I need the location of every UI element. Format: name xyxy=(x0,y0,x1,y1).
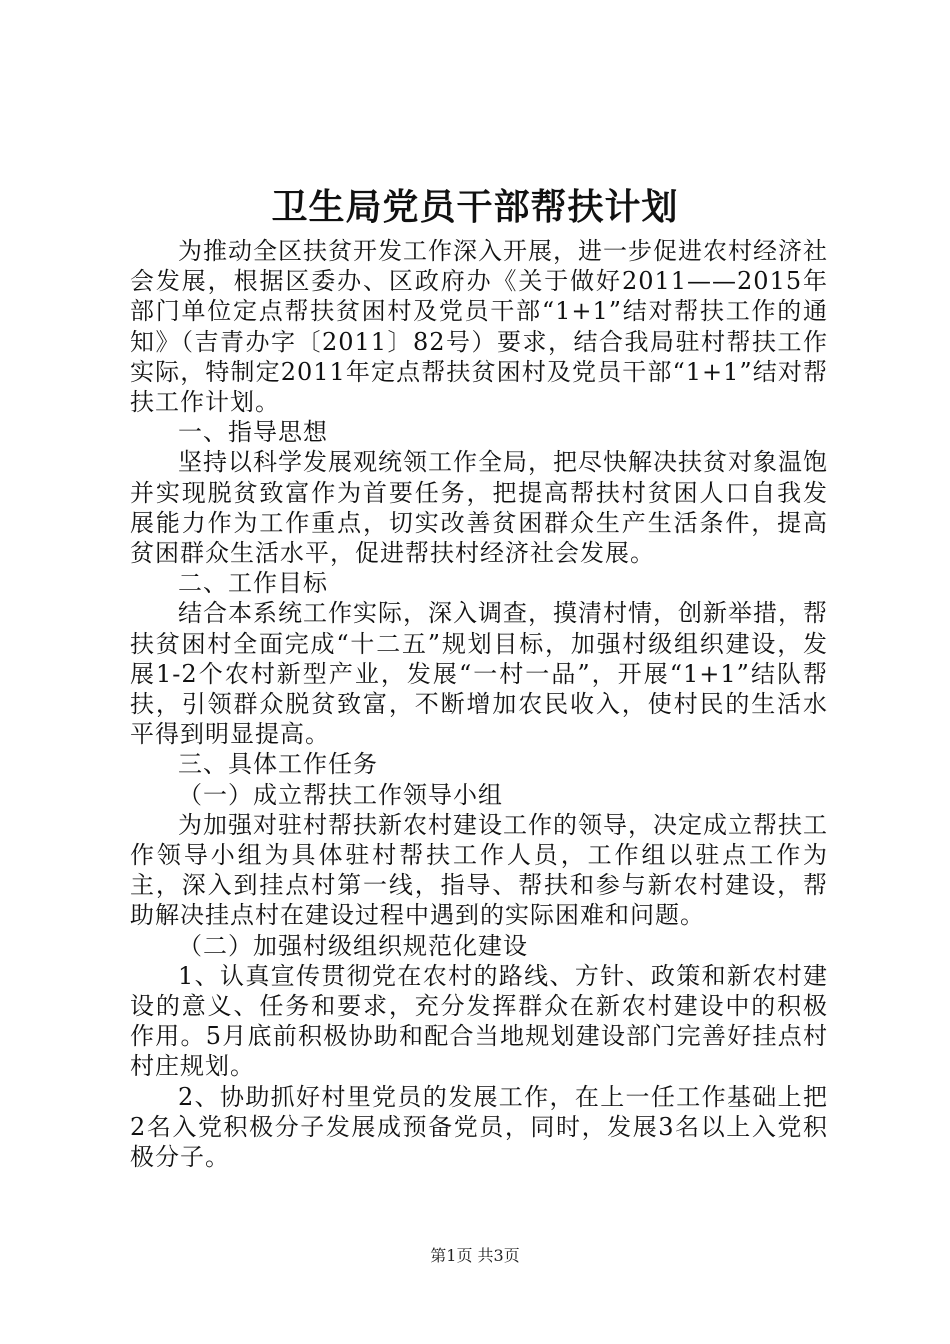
subheading-village-organization: （二）加强村级组织规范化建设 xyxy=(178,931,528,960)
paragraph-item-1: 1、认真宣传贯彻党在农村的路线、方针、政策和新农村建设的意义、任务和要求，充分发挥群众在新农村建设中的积极作用。5月底前积极协助和配合当地规划建设部门完善好挂点村村庄规划。 xyxy=(130,961,828,1081)
paragraph-guiding-ideology: 坚持以科学发展观统领工作全局，把尽快解决扶贫对象温饱并实现脱贫致富作为首要任务，把提高帮扶村贫困人口自我发展能力作为工作重点，切实改善贫困群众生产生活条件，提高贫困群众生活水平，促进帮扶村经济社会发展。 xyxy=(130,448,828,568)
paragraph-work-goals: 结合本系统工作实际，深入调查，摸清村情，创新举措，帮扶贫困村全面完成“十二五”规划目标，加强村级组织建设，发展1-2个农村新型产业，发展“一村一品”，开展“1+1”结队帮扶，引领群众脱贫致富，不断增加农民收入，使村民的生活水平得到明显提高。 xyxy=(130,599,828,749)
heading-work-goals: 二、工作目标 xyxy=(178,569,328,598)
page-footer: 第1页 共3页 xyxy=(430,1246,520,1265)
paragraph-intro: 为推动全区扶贫开发工作深入开展，进一步促进农村经济社会发展，根据区委办、区政府办《关于做好2011——2015年部门单位定点帮扶贫困村及党员干部“1+1”结对帮扶工作的通知》（吉青办字〔2011〕82号）要求，结合我局驻村帮扶工作实际，特制定2011年定点帮扶贫困村及党员干部“1+1”结对帮扶工作计划。 xyxy=(130,237,828,417)
document-title: 卫生局党员干部帮扶计划 xyxy=(271,186,679,228)
subheading-leading-group: （一）成立帮扶工作领导小组 xyxy=(178,780,503,809)
paragraph-item-2: 2、协助抓好村里党员的发展工作，在上一任工作基础上把2名入党积极分子发展成预备党员，同时，发展3名以上入党积极分子。 xyxy=(130,1082,828,1172)
document-body xyxy=(130,236,828,1172)
heading-specific-tasks: 三、具体工作任务 xyxy=(178,750,378,779)
heading-guiding-ideology: 一、指导思想 xyxy=(178,418,328,447)
paragraph-leading-group: 为加强对驻村帮扶新农村建设工作的领导，决定成立帮扶工作领导小组为具体驻村帮扶工作人员，工作组以驻点工作为主，深入到挂点村第一线，指导、帮扶和参与新农村建设，帮助解决挂点村在建设过程中遇到的实际困难和问题。 xyxy=(130,810,828,930)
